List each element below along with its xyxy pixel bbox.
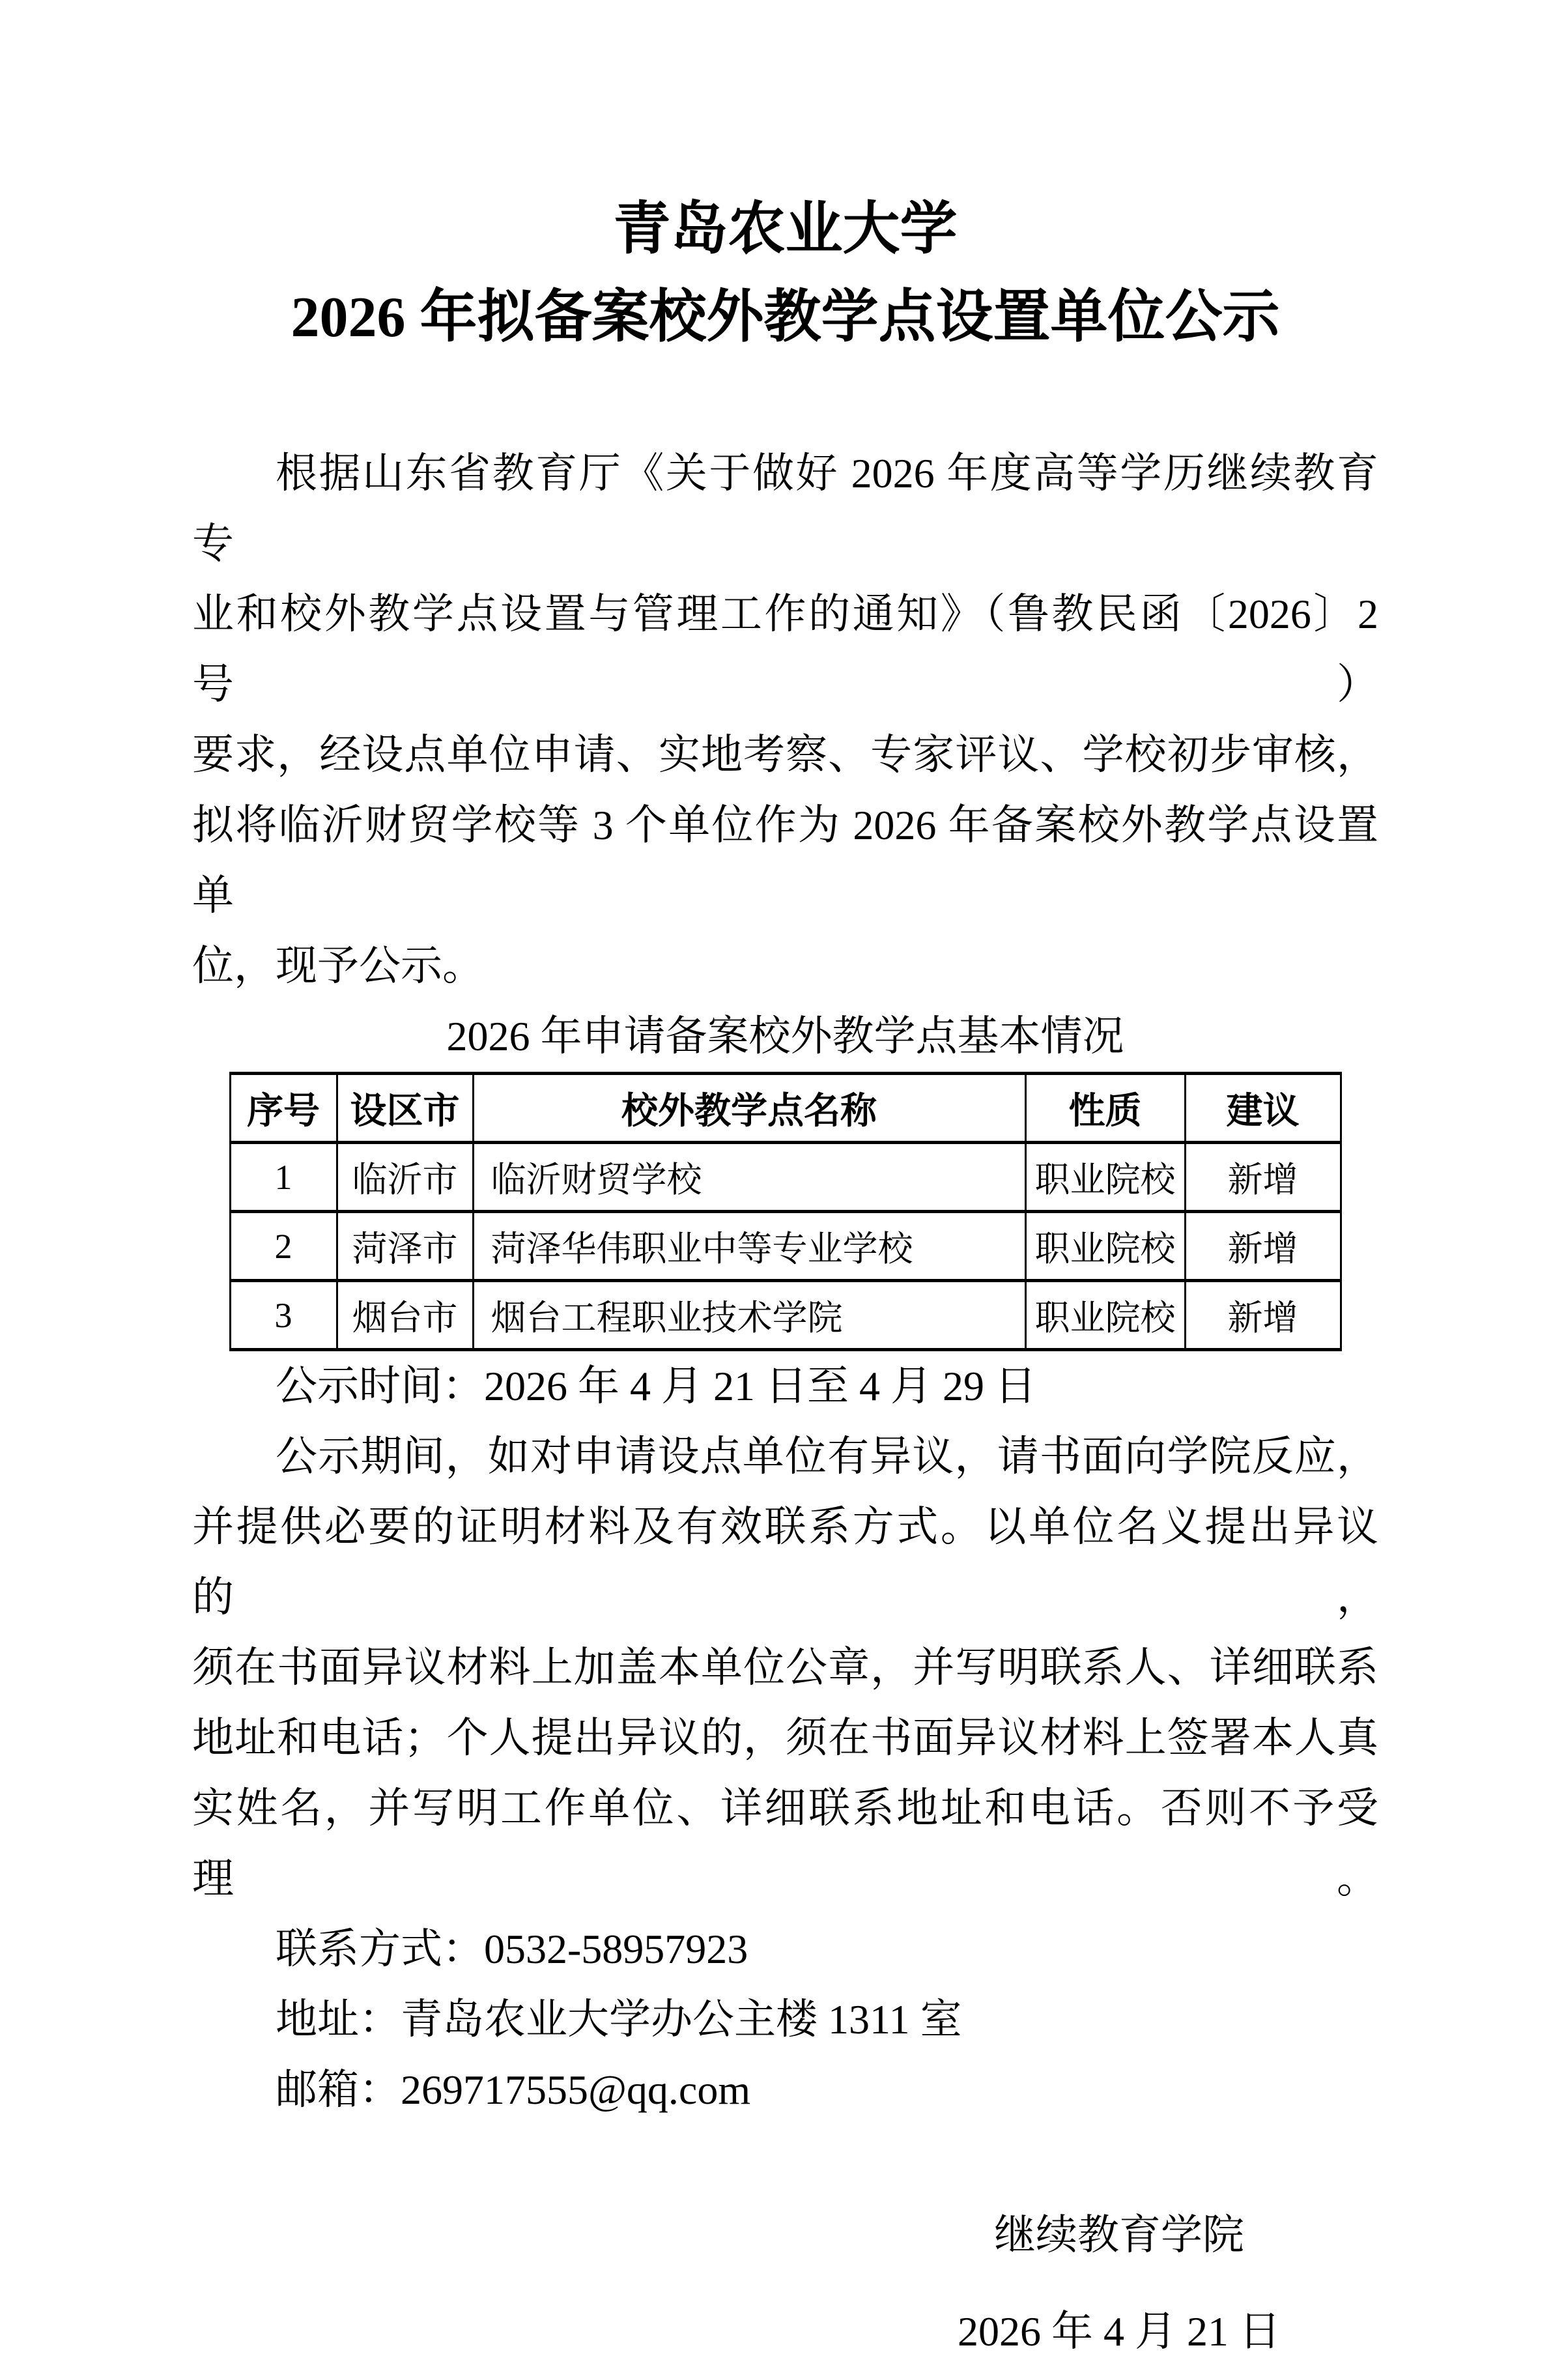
paragraph-line: 公示期间，如对申请设点单位有异议，请书面向学院反应， bbox=[276, 1433, 1378, 1480]
cell-name: 烟台工程职业技术学院 bbox=[473, 1281, 1025, 1350]
cell-city: 烟台市 bbox=[337, 1281, 473, 1350]
intro-paragraph bbox=[192, 438, 1378, 1001]
cell-seq: 2 bbox=[230, 1212, 337, 1281]
table-row bbox=[230, 1143, 1341, 1212]
cell-name: 临沂财贸学校 bbox=[473, 1143, 1025, 1212]
table-header-row bbox=[230, 1074, 1341, 1143]
table-caption: 2026 年申请备案校外教学点基本情况 bbox=[446, 1013, 1124, 1059]
paragraph-line: 要求，经设点单位申请、实地考察、专家评议、学校初步审核， bbox=[192, 732, 1378, 778]
cell-suggestion: 新增 bbox=[1185, 1212, 1341, 1281]
cell-city: 菏泽市 bbox=[337, 1212, 473, 1281]
publicity-period-section bbox=[192, 1351, 1378, 1422]
header-cell-suggestion: 建议 bbox=[1185, 1074, 1341, 1143]
paragraph-line: 实姓名，并写明工作单位、详细联系地址和电话。否则不予受理。 bbox=[192, 1785, 1378, 1902]
cell-seq: 1 bbox=[230, 1143, 337, 1212]
paragraph-line: 须在书面异议材料上加盖本单位公章，并写明联系人、详细联系 bbox=[192, 1644, 1378, 1691]
paragraph-line: 拟将临沂财贸学校等 3 个单位作为 2026 年备案校外教学点设置单 bbox=[192, 802, 1378, 919]
document-title: 青岛农业大学 bbox=[613, 198, 958, 261]
paragraph-line: 位，现予公示。 bbox=[192, 943, 484, 989]
paragraph-line: 根据山东省教育厅《关于做好 2026 年度高等学历继续教育专 bbox=[192, 450, 1378, 567]
header-cell-name: 校外教学点名称 bbox=[473, 1074, 1025, 1143]
header-cell-city: 设区市 bbox=[337, 1074, 473, 1143]
publicity-period-line: 公示时间：2026 年 4 月 21 日至 4 月 29 日 bbox=[276, 1363, 1036, 1409]
cell-nature: 职业院校 bbox=[1025, 1281, 1185, 1350]
paragraph-line: 地址和电话；个人提出异议的，须在书面异议材料上签署本人真 bbox=[192, 1715, 1378, 1761]
document-subtitle: 2026 年拟备案校外教学点设置单位公示 bbox=[291, 286, 1280, 349]
signature-org: 继续教育学院 bbox=[994, 2212, 1244, 2258]
cell-suggestion: 新增 bbox=[1185, 1143, 1341, 1212]
cell-seq: 3 bbox=[230, 1281, 337, 1350]
contact-email-line: 邮箱：269717555@qq.com bbox=[276, 2067, 751, 2113]
cell-city: 临沂市 bbox=[337, 1143, 473, 1212]
signature-block bbox=[958, 2187, 1281, 2380]
document-title-block bbox=[192, 186, 1378, 362]
contact-address-line: 地址：青岛农业大学办公主楼 1311 室 bbox=[276, 1996, 962, 2043]
header-cell-nature: 性质 bbox=[1025, 1074, 1185, 1143]
teaching-points-table bbox=[229, 1072, 1342, 1351]
contact-section bbox=[192, 1914, 1378, 2125]
paragraph-line: 业和校外教学点设置与管理工作的通知》（鲁教民函〔2026〕2 号） bbox=[192, 591, 1378, 708]
cell-nature: 职业院校 bbox=[1025, 1212, 1185, 1281]
header-cell-seq: 序号 bbox=[230, 1074, 337, 1143]
cell-name: 菏泽华伟职业中等专业学校 bbox=[473, 1212, 1025, 1281]
table-row bbox=[230, 1212, 1341, 1281]
paragraph-line: 并提供必要的证明材料及有效联系方式。以单位名义提出异议的， bbox=[192, 1504, 1378, 1620]
notice-paragraph bbox=[192, 1422, 1378, 1914]
cell-suggestion: 新增 bbox=[1185, 1281, 1341, 1350]
cell-nature: 职业院校 bbox=[1025, 1143, 1185, 1212]
signature-date: 2026 年 4 月 21 日 bbox=[958, 2308, 1281, 2355]
table-row bbox=[230, 1281, 1341, 1350]
contact-phone-line: 联系方式：0532-58957923 bbox=[276, 1926, 748, 1972]
